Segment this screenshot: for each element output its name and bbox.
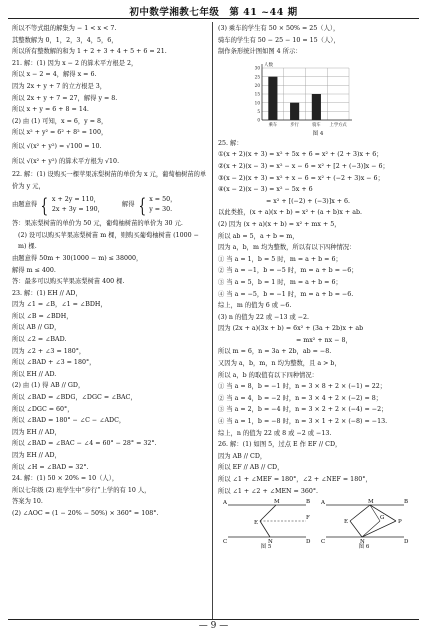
- header-title: 初中数学湘教七年级 第 41 ~44 期: [129, 7, 298, 18]
- text-line: (2) 设可以购买苹果冻梨树苗 m 棵，则购买葡萄柚树苗 (1000 − m) 棵.: [18, 231, 199, 251]
- text-line: ④ 当 a = 1，b = −8 时，n = 3 × 1 + 2 × (−8) = −13.: [218, 418, 388, 426]
- y-axis-label: 人数: [264, 62, 273, 68]
- text-line: 所以 ∠DGC = 60°，: [12, 405, 74, 413]
- text-line: 所以 ∠BAD = 180° − ∠C − ∠ADC，: [12, 417, 126, 425]
- point-label: P: [398, 519, 402, 526]
- page-number: — 9 —: [198, 621, 229, 631]
- text-line: 所以 ab = 5，a + b = m，: [218, 232, 299, 240]
- text-line: (3) n 的值为 22 或 −13 或 −2.: [218, 313, 310, 321]
- text-line: 所以 ∠BAD + ∠3 = 180°，: [12, 359, 96, 367]
- text-line: 所以 EH // AD.: [12, 370, 57, 378]
- point-label: N: [268, 539, 273, 544]
- text-line: 所以 ∠BAD = ∠BDG，∠DGC = ∠BAC，: [12, 394, 137, 402]
- text-line: 24. 解：(1) 50 × 20% = 10（人），: [12, 475, 119, 483]
- text-line: 因为 2x + y + 7 的立方根是 3，: [12, 82, 107, 90]
- text-line: 骑车的学生有 50 − 25 − 10 = 15（人），: [218, 36, 340, 44]
- text-line: 答案为 10.: [12, 498, 43, 506]
- text-line: 22. 解：(1) 设购买一棵苹果冻梨树苗的单价为 x 元，葡萄柚树苗的单价为 y 元，: [12, 170, 207, 190]
- header-rule: [8, 18, 419, 19]
- y-tick-label: 30: [254, 65, 260, 71]
- right-column: [218, 23, 418, 551]
- text-line: ② 当 a = 4，b = −2 时，n = 3 × 4 + 2 × (−2) = 8；: [218, 394, 383, 402]
- text-line: 其整数解为 0，1，2，3，4，5，6，: [12, 36, 118, 44]
- text-line: 因为 AB // CD，: [218, 452, 267, 460]
- text-line: 因为 ∠2 + ∠3 = 180°，: [12, 347, 86, 355]
- text-line: = x² + [(−2) + (−3)]x + 6.: [266, 197, 351, 205]
- geometry-figures: [220, 497, 410, 551]
- text-line: 所以 ∠1 + ∠MEF = 180°，∠2 + ∠NEF = 180°，: [218, 476, 372, 483]
- text-line: 因为 ∠1 = ∠B，∠1 = ∠BDH，: [12, 301, 107, 309]
- text-line: 所以 x − 2 = 4，解得 x = 6.: [12, 71, 97, 79]
- solution-lead: 解得: [121, 201, 135, 209]
- text-line: ④(x − 2)(x − 3) = x² − 5x + 6: [218, 186, 313, 194]
- footer-rule: [8, 619, 419, 620]
- bar: [290, 102, 299, 119]
- text-line: 26. 解：(1) 如图 5，过点 E 作 EF // CD，: [218, 441, 342, 449]
- y-tick-label: 5: [257, 108, 260, 114]
- text-line: 因为 EH // AD，: [12, 428, 61, 436]
- text-line: 解得 m ≤ 400.: [12, 266, 56, 274]
- figure-6: [318, 497, 410, 551]
- text-line: ② 当 a = −1，b = −5 时，m = a + b = −6；: [218, 267, 358, 275]
- text-line: ①(x + 2)(x + 3) = x² + 5x + 6 = x² + (2 + 3)x + 6；: [218, 151, 383, 159]
- text-line: 所以 √(x² + y²) 的算术平方根为 √10.: [12, 157, 120, 165]
- text-line: 所以 ∠B = ∠BDH，: [12, 312, 73, 320]
- text-line: 所以 EF // AB // CD，: [218, 464, 284, 472]
- text-line: = mx² + nx − 8，: [296, 336, 352, 344]
- text-line: 所以 x² + y² = 6² + 8² = 100，: [12, 129, 108, 137]
- point-label: C: [321, 539, 326, 544]
- point-label: B: [404, 499, 409, 506]
- system-solution: [149, 195, 176, 215]
- point-label: C: [223, 539, 228, 544]
- text-line: (2) 因为 (x + a)(x + b) = x² + mx + 5，: [218, 220, 341, 228]
- text-line: 25. 解：: [218, 139, 243, 147]
- system-lead: 由题意得: [12, 201, 38, 209]
- brace-icon: {: [40, 193, 49, 218]
- figure-5: [220, 497, 312, 551]
- text-line: 所以 a，b 的取值有以下四种情况：: [218, 371, 318, 379]
- equation-system: [12, 192, 208, 218]
- text-line: 所以所有整数解的和为 1 + 2 + 3 + 4 + 5 + 6 = 21.: [12, 48, 167, 56]
- point-label: E: [344, 519, 349, 526]
- text-line: 所以 √(x² + y²) = √100 = 10.: [12, 142, 102, 150]
- point-label: F: [306, 515, 310, 522]
- text-line: 所以七年级 (2) 班学生中“步行”上学的有 10 人，: [12, 486, 151, 494]
- text-line: 所以 AB // GD，: [12, 324, 61, 332]
- figure-caption: 图 6: [358, 544, 370, 551]
- text-line: (2) 由 (1) 得 AB // GD，: [12, 382, 85, 390]
- page-header: [0, 0, 427, 20]
- text-line: 以此类推，(x + a)(x + b) = x² + (a + b)x + ab.: [218, 209, 362, 217]
- point-label: M: [274, 499, 280, 506]
- text-line: 所以 m = 6，n = 3a + 2b，ab = −8.: [218, 348, 332, 356]
- bar: [312, 94, 321, 120]
- text-line: ① 当 a = 8，b = −1 时，n = 3 × 8 + 2 × (−1) = 22；: [218, 383, 387, 391]
- x-tick-label: 乘车: [268, 122, 278, 128]
- text-line: 所以 ∠H = ∠BAD = 32°.: [12, 463, 89, 471]
- y-tick-label: 25: [254, 74, 260, 80]
- y-tick-label: 10: [254, 100, 260, 106]
- text-line: (3) 乘车的学生有 50 × 50% = 25（人），: [218, 25, 340, 32]
- y-tick-label: 20: [254, 82, 260, 88]
- text-line: ③ 当 a = 2，b = −4 时，n = 3 × 2 + 2 × (−4) = −2；: [218, 406, 388, 414]
- y-tick-label: 0: [257, 117, 260, 123]
- system-equations: [52, 195, 104, 215]
- text-line: ②(x + 2)(x − 3) = x² − x − 6 = x² + [2 + (−3)]x − 6；: [218, 162, 389, 170]
- left-column: [12, 23, 208, 520]
- text-line: 制作条形统计图如图 4 所示：: [218, 48, 302, 56]
- text-line: ④ 当 a = −5，b = −1 时，m = a + b = −6.: [218, 290, 354, 298]
- equation: y = 30.: [149, 206, 173, 214]
- bar-chart: [248, 60, 353, 130]
- text-line: (2) 由 (1) 可知，x = 6，y = 8，: [12, 117, 108, 125]
- text-line: 所以 2x + y + 7 = 27，解得 y = 8.: [12, 94, 118, 102]
- figure-5-diagram: [220, 497, 312, 543]
- text-line: 因为 a，b，m 均为整数，所以有以下四种情况：: [218, 244, 356, 252]
- equation: x = 50，: [149, 196, 177, 204]
- equation: 2x + 3y = 190，: [51, 206, 104, 214]
- text-line: 所以 ∠BAD = ∠BAC − ∠4 = 60° − 28° = 32°.: [12, 440, 157, 448]
- text-line: 因为 (2x + a)(3x + b) = 6x² + (3a + 2b)x + ab: [218, 325, 364, 333]
- text-line: 答：最多可以购买苹果冻梨树苗 400 棵.: [12, 278, 125, 286]
- text-line: 答：果冻梨树苗的单价为 50 元，葡萄柚树苗的单价为 30 元.: [12, 220, 183, 228]
- text-line: 由题意得 50m + 30(1000 − m) ≤ 38000，: [12, 254, 143, 262]
- point-label: M: [368, 499, 374, 506]
- point-label: E: [254, 520, 259, 527]
- point-label: A: [223, 500, 227, 507]
- figure-caption: 图 4: [312, 130, 324, 137]
- text-line: ① 当 a = 1，b = 5 时，m = a + b = 6；: [218, 255, 342, 263]
- column-divider: [212, 22, 213, 619]
- text-line: 综上，n 的值为 22 或 8 或 −2 或 −13.: [218, 429, 332, 437]
- y-tick-label: 15: [254, 91, 260, 97]
- point-label: B: [306, 499, 311, 506]
- text-line: 又因为 a，b，m，n 均为整数，且 a > b，: [218, 360, 341, 368]
- x-tick-label: 步行: [290, 122, 299, 128]
- text-line: 所以 ∠2 = ∠BAD.: [12, 336, 67, 344]
- point-label: N: [360, 539, 365, 544]
- page-footer: [0, 621, 427, 631]
- figure-caption: 图 5: [260, 544, 272, 551]
- x-tick-label: 骑车: [312, 122, 321, 128]
- point-label: A: [321, 500, 325, 507]
- bar: [268, 76, 277, 119]
- text-line: ③(x − 2)(x + 3) = x² + x − 6 = x² + (−2 + 3)x − 6；: [218, 174, 384, 182]
- brace-icon: {: [138, 193, 146, 218]
- point-label: D: [306, 539, 311, 544]
- text-line: 所以 ∠1 + ∠2 + ∠MEN = 360°.: [218, 487, 318, 495]
- text-line: 因为 EH // AD，: [12, 452, 61, 459]
- text-line: 所以 x + y = 6 + 8 = 14.: [12, 106, 89, 114]
- text-line: 21. 解：(1) 因为 x − 2 的算术平方根是 2，: [12, 59, 138, 67]
- point-label: G: [380, 515, 385, 522]
- figure-6-diagram: [318, 497, 410, 543]
- text-line: (2) ∠AOC = (1 − 20% − 50%) × 360° = 108°.: [12, 509, 159, 517]
- point-label: D: [404, 539, 409, 544]
- text-line: 所以不等式组的解集为 − 1 < x < 7.: [12, 25, 117, 32]
- x-tick-label: 上学方式: [329, 122, 347, 128]
- bar-chart-svg: [248, 60, 353, 130]
- equation: x + 2y = 110，: [51, 196, 100, 204]
- text-line: ③ 当 a = 5，b = 1 时，m = a + b = 6；: [218, 278, 342, 286]
- text-line: 23. 解：(1) EH // AD，: [12, 289, 82, 297]
- text-line: 综上，m 的值为 6 或 −6.: [218, 302, 292, 310]
